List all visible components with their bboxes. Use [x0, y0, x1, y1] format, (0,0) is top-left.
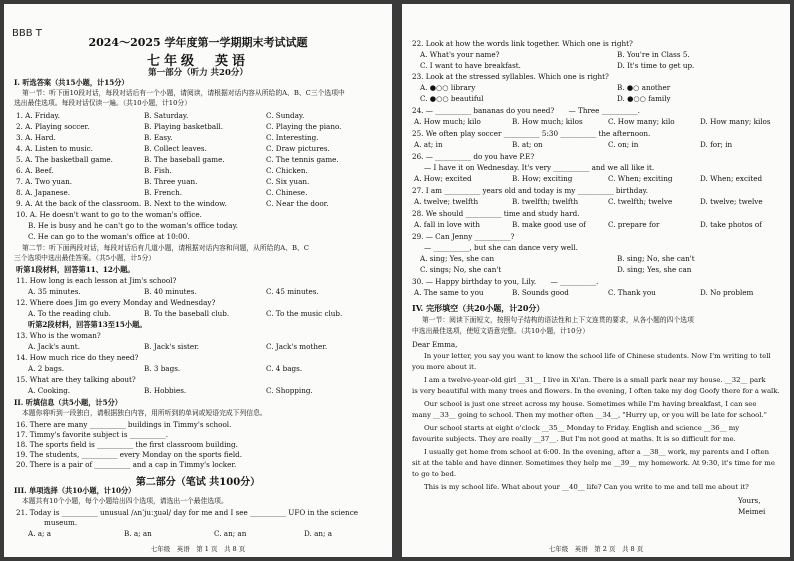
q6-c: C. Chicken.	[266, 166, 308, 175]
q1-a: 1. A. Friday.	[16, 111, 60, 120]
letter-p2-line1: I am a twelve-year-old girl __31__ I live in Xi'an. There is a small park near my house. __32__ park	[424, 376, 766, 384]
q25-b: B. at; on	[512, 140, 543, 149]
q24-a: A. How much; kilo	[414, 117, 481, 126]
q14-stem: 14. How much rice do they need?	[16, 353, 139, 362]
q23-stem: 23. Look at the stressed syllables. Which one is right?	[412, 72, 609, 81]
q7-a: 7. A. Two yuan.	[16, 177, 73, 186]
q27-b: B. twelfth; twelfth	[512, 197, 579, 206]
q5-c: C. The tennis game.	[266, 155, 339, 164]
letter-signature: Meimei	[738, 507, 766, 516]
q21-stem: 21. Today is __________ unusual /ʌnˈjuːʒuəl/ day for me and I see __________ UFO in the science	[16, 508, 358, 517]
q24-stem: 24. — __________ bananas do you need? — Three __________.	[412, 106, 640, 115]
q22-a: A. What's your name?	[420, 50, 500, 59]
q30-stem: 30. — Happy birthday to you, Lily. — __________.	[412, 277, 599, 286]
q14-c: C. 4 bags.	[266, 364, 303, 373]
q9-a: 9. A. At the back of the classroom.	[16, 199, 142, 208]
exam-title: 2024～2025 学年度第一学期期末考试试题	[88, 36, 308, 49]
q28-stem: 28. We should __________ time and study hard.	[412, 209, 580, 218]
q20: 20. There is a pair of __________ and a cap in Timmy's locker.	[16, 460, 237, 469]
letter-p1-line2: you more about it.	[412, 363, 477, 371]
q8-a: 8. A. Japanese.	[16, 188, 71, 197]
letter-p3-line1: Our school is just one street across my house. Sometimes while I'm having breakfast, I can see	[424, 400, 757, 408]
section-4-instruction-1: 第一节：阅读下面短文，按照句子结构的语法性和上下文连贯的要求，从各小题的四个选项	[422, 316, 694, 324]
q8-b: B. French.	[144, 188, 183, 197]
section-1-part-2-instruction-1: 第二节：听下面两段对话，每段对话后有几道小题，请根据对话内容和问题，从所给的A、B、C	[22, 244, 309, 252]
q29-d: D. sing; Yes, she can	[617, 265, 692, 274]
q28-d: D. take photos of	[700, 220, 762, 229]
letter-p3-line2: many __33__ going to school. Then my mother often __34__, "Hurry up, or you will be late for school."	[412, 411, 767, 419]
q24-c: C. How many; kilo	[608, 117, 675, 126]
q26-stem: 26. — __________ do you have P.E?	[412, 152, 535, 161]
letter-p5-line2: sit at the table and have dinner. Sometimes they help me __39__ my homework. At 9:30, it's time for me	[412, 459, 775, 467]
q7-b: B. Three yuan.	[144, 177, 198, 186]
section-3-instruction: 本题共有10个小题，每个小题给出四个选项，请选出一个最佳选项。	[22, 497, 228, 505]
letter-p4-line2: favourite subjects. They are really __37__. But I'm not good at maths. It is so difficult for me.	[412, 435, 736, 443]
q25-c: C. on; in	[608, 140, 639, 149]
q8-c: C. Chinese.	[266, 188, 308, 197]
section-4-instruction-2: 中选出最佳选项，使短文语意完整。（共10小题，计10分）	[412, 327, 590, 335]
q27-stem: 27. I am __________ years old and today is my __________ birthday.	[412, 186, 648, 195]
q27-d: D. twelve; twelve	[700, 197, 763, 206]
q13-c: C. Jack's mother.	[266, 342, 328, 351]
q3-a: 3. A. Hard.	[16, 133, 56, 142]
q23-b: B. ●○ another	[617, 83, 671, 92]
q14-a: A. 2 bags.	[28, 364, 65, 373]
q25-a: A. at; in	[414, 140, 443, 149]
handwritten-note: BBB T	[12, 28, 42, 39]
section-1-instruction-1: 第一节：听下面10段对话，每段对话后有一个小题，请阅读，请根据对话内容从所给的A、B、C三个选项中	[22, 89, 345, 97]
part-1-heading: 第一部分（听力 共20分）	[148, 68, 248, 78]
q29-b: B. sing; No, she can't	[617, 254, 695, 263]
q9-c: C. Near the door.	[266, 199, 329, 208]
conversation-1-label: 听第1段材料，回答第11、12小题。	[16, 265, 135, 274]
letter-p5-line1: I usually get home from school at 6:00. In the evening, after a __38__ work, my parents and I often	[424, 448, 770, 456]
q6-b: B. Fish.	[144, 166, 172, 175]
q13-a: A. Jack's aunt.	[28, 342, 80, 351]
q11-c: C. 45 minutes.	[266, 287, 319, 296]
q28-a: A. fall in love with	[414, 220, 480, 229]
q27-c: C. twelfth; twelve	[608, 197, 673, 206]
q5-b: B. The baseball game.	[144, 155, 225, 164]
q25-stem: 25. We often play soccer __________ 5:30 __________ the afternoon.	[412, 129, 651, 138]
q26-b: B. How; exciting	[512, 174, 573, 183]
section-1-part-2-instruction-2: 三个选项中选出最佳答案。（共5小题，计5分）	[14, 254, 156, 262]
q30-a: A. The same to you	[414, 288, 484, 297]
q17: 17. Timmy's favorite subject is __________.	[16, 430, 169, 439]
q19: 19. The students, __________ every Monday on the sports field.	[16, 450, 243, 459]
q1-c: C. Sunday.	[266, 111, 305, 120]
grade-subject: 七年级 英语	[146, 54, 249, 69]
q10-a: 10. A. He doesn't want to go to the woman's office.	[16, 210, 202, 219]
part-2-heading: 第二部分（笔试 共100分）	[135, 477, 261, 488]
q22-b: B. You're in Class 5.	[617, 50, 690, 59]
q7-c: C. Six yuan.	[266, 177, 310, 186]
q12-b: B. To the baseball club.	[144, 309, 230, 318]
q30-d: D. No problem	[700, 288, 754, 297]
letter-p6: This is my school life. What about your __40__ life? Can you write to me and tell me about it?	[424, 483, 749, 491]
q22-stem: 22. Look at how the words link together. Which one is right?	[412, 39, 633, 48]
q12-c: C. To the music club.	[266, 309, 343, 318]
section-3-heading: III. 单项选择（共10小题，计10分）	[14, 486, 136, 495]
q5-a: 5. A. The basketball game.	[16, 155, 113, 164]
section-2-heading: II. 听填信息（共5小题，计5分）	[14, 398, 122, 407]
q13-stem: 13. Who is the woman?	[16, 331, 101, 340]
conversation-2-label: 听第2段材料，回答第13至15小题。	[28, 320, 147, 329]
section-1-heading: I. 听选答案（共15小题，计15分）	[14, 78, 129, 87]
q10-c: C. He can go to the woman's office at 10:00.	[28, 232, 190, 241]
q12-a: A. To the reading club.	[28, 309, 111, 318]
q29-a: A. sing; Yes, she can	[420, 254, 495, 263]
q23-c: C. ●○○ beautiful	[420, 94, 484, 103]
q24-d: D. How many; kilos	[700, 117, 771, 126]
q29-stem-2: — __________, but she can dance very well.	[424, 243, 578, 252]
letter-p4-line1: Our school starts at eight o'clock __35__ Monday to Friday. English and science __36__ my	[424, 424, 740, 432]
q14-b: B. 3 bags.	[144, 364, 181, 373]
letter-greeting: Dear Emma,	[412, 340, 458, 349]
q3-b: B. Easy.	[144, 133, 173, 142]
page-1	[4, 4, 392, 557]
q25-d: D. for; in	[700, 140, 733, 149]
q15-b: B. Hobbies.	[144, 386, 187, 395]
page-1-footer: 七年级 英语 第 1 页 共 8 页	[150, 545, 246, 553]
q13-b: B. Jack's sister.	[144, 342, 200, 351]
q22-d: D. It's time to get up.	[617, 61, 695, 70]
q24-b: B. How much; kilos	[512, 117, 583, 126]
q10-b: B. He is busy and he can't go to the woman's office today.	[28, 221, 238, 230]
section-2-instruction: 本题你将听到一段独白，请根据独白内容，用所听到的单词或短语完成下列信息。	[22, 409, 267, 417]
q21-stem-cont: museum.	[44, 518, 78, 527]
q3-c: C. Interesting.	[266, 133, 319, 142]
q2-b: B. Playing basketball.	[144, 122, 223, 131]
q30-b: B. Sounds good	[512, 288, 569, 297]
q28-c: C. prepare for	[608, 220, 660, 229]
page-2	[402, 4, 790, 557]
q16: 16. There are many __________ buildings in Timmy's school.	[16, 420, 232, 429]
q11-stem: 11. How long is each lesson at Jim's school?	[16, 276, 177, 285]
q23-a: A. ●○○ library	[420, 83, 476, 92]
q30-c: C. Thank you	[608, 288, 656, 297]
q29-stem: 29. — Can Jenny __________?	[412, 232, 515, 241]
letter-p2-line2: is very beautiful with many trees and flowers. In the evening, I often take my dog Goofy there for a walk.	[412, 387, 780, 395]
q26-a: A. How; excited	[414, 174, 472, 183]
q4-b: B. Collect leaves.	[144, 144, 207, 153]
q11-b: B. 40 minutes.	[144, 287, 197, 296]
q9-b: B. Next to the window.	[144, 199, 227, 208]
q4-a: 4. A. Listen to music.	[16, 144, 93, 153]
q23-d: D. ●○○ family	[617, 94, 671, 103]
q6-a: 6. A. Beef.	[16, 166, 54, 175]
q29-c: C. sings; No, she can't	[420, 265, 502, 274]
letter-p1-line1: In your letter, you say you want to know the school life of Chinese students. Now I'm writing to tell	[424, 352, 771, 360]
section-1-instruction-2: 选出最佳选项。每段对话仅读一遍。（共10小题，计10分）	[14, 99, 192, 107]
q26-d: D. When; excited	[700, 174, 763, 183]
q21-d: D. an; a	[304, 529, 332, 538]
q15-stem: 15. What are they talking about?	[16, 375, 136, 384]
q22-c: C. I want to have breakfast.	[420, 61, 521, 70]
q15-a: A. Cooking.	[28, 386, 71, 395]
q15-c: C. Shopping.	[266, 386, 313, 395]
q26-stem-2: — I have it on Wednesday. It's very __________ and we all like it.	[424, 163, 655, 172]
q26-c: C. When; exciting	[608, 174, 673, 183]
q27-a: A. twelve; twelfth	[414, 197, 479, 206]
q12-stem: 12. Where does Jim go every Monday and Wednesday?	[16, 298, 216, 307]
q21-a: A. a; a	[28, 529, 52, 538]
q21-b: B. a; an	[124, 529, 152, 538]
q2-c: C. Playing the piano.	[266, 122, 342, 131]
q11-a: A. 35 minutes.	[28, 287, 81, 296]
page-2-footer: 七年级 英语 第 2 页 共 8 页	[548, 545, 644, 553]
q4-c: C. Draw pictures.	[266, 144, 330, 153]
q1-b: B. Saturday.	[144, 111, 189, 120]
letter-p5-line3: to go to bed.	[412, 470, 457, 478]
q28-b: B. make good use of	[512, 220, 586, 229]
letter-closing: Yours,	[738, 496, 761, 505]
q2-a: 2. A. Playing soccer.	[16, 122, 90, 131]
section-4-heading: IV. 完形填空（共20小题，计20分）	[412, 303, 545, 313]
q21-c: C. an; an	[214, 529, 247, 538]
q18: 18. The sports field is __________ the first classroom building.	[16, 440, 238, 449]
